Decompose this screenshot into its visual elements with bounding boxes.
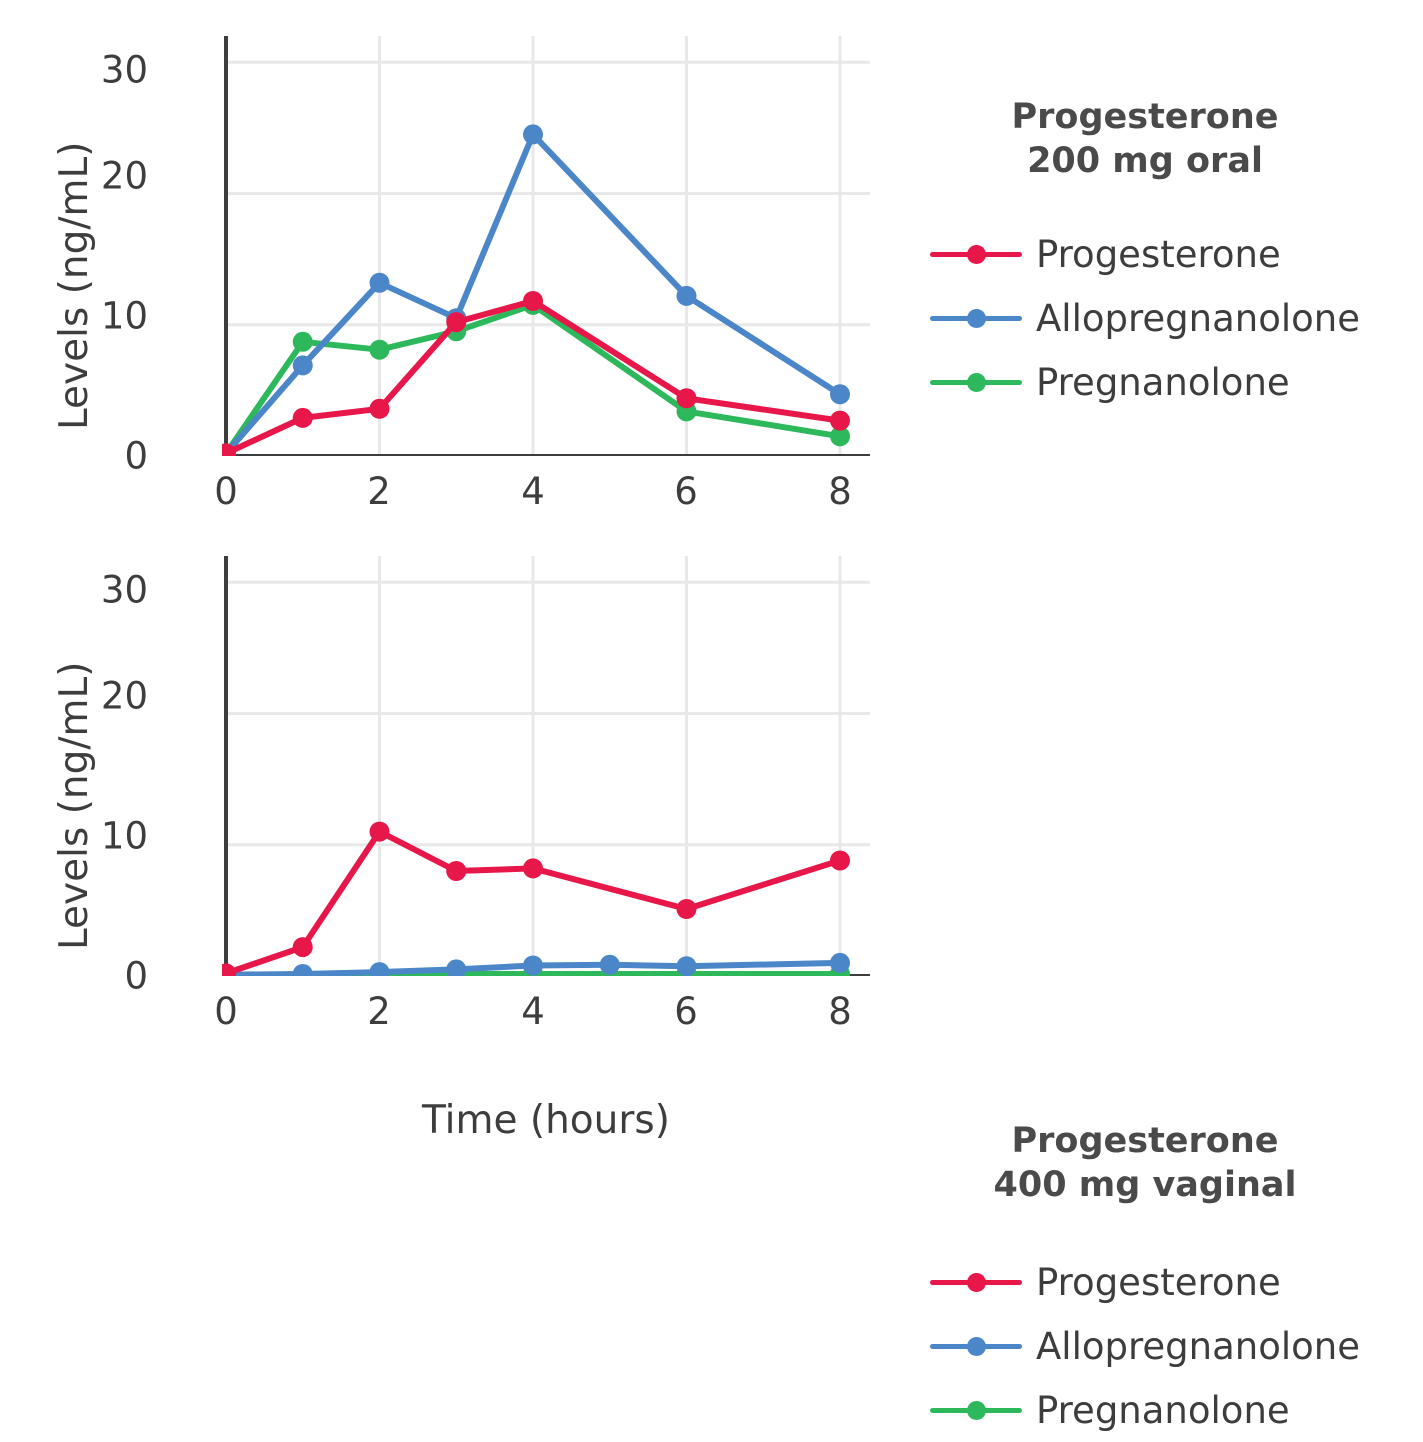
- legend-swatch-allopregnanolone-icon: [930, 303, 1022, 333]
- legend-title-vaginal: [930, 1120, 1360, 1208]
- legend-label-pregnanolone-oral: Pregnanolone: [1036, 360, 1290, 404]
- plot-canvas-oral: [222, 36, 870, 456]
- gridlines-oral: [226, 36, 870, 456]
- legend-swatch-progesterone-icon: [930, 1267, 1022, 1297]
- y-tick-bottom-0: 0: [124, 954, 148, 998]
- legend-label-pregnanolone-vaginal: Pregnanolone: [1036, 1388, 1290, 1432]
- legend-label-progesterone-vaginal: Progesterone: [1036, 1260, 1281, 1304]
- axes-oral: [226, 36, 870, 456]
- legend-title-oral-line1: Progesterone: [1011, 97, 1279, 137]
- chart-panel-oral: [0, 0, 1423, 530]
- legend-item-pregnanolone-oral: [930, 350, 1400, 414]
- y-tick-bottom-20: 20: [100, 674, 148, 718]
- x-tick-bottom-0: 0: [214, 990, 238, 1033]
- x-tick-bottom-2: 2: [367, 990, 391, 1033]
- legend-item-allopregnanolone-vaginal: [930, 1314, 1400, 1378]
- plot-svg-oral: [222, 36, 870, 456]
- plot-canvas-vaginal: [222, 556, 870, 976]
- x-tick-top-8: 8: [828, 470, 852, 513]
- x-tick-bottom-8: 8: [828, 990, 852, 1033]
- legend-swatch-allopregnanolone-icon: [930, 1331, 1022, 1361]
- legend-title-oral-line2: 200 mg oral: [1027, 140, 1263, 181]
- y-tick-top-10: 10: [100, 294, 148, 338]
- legend-label-allopregnanolone-oral: Allopregnanolone: [1036, 296, 1360, 340]
- y-tick-top-30: 30: [100, 48, 148, 92]
- legend-item-pregnanolone-vaginal: [930, 1378, 1400, 1442]
- x-tick-top-2: 2: [367, 470, 391, 513]
- legend-label-progesterone-oral: Progesterone: [1036, 232, 1281, 276]
- series-progesterone-oral: [222, 291, 850, 456]
- x-axis-label: Time (hours): [422, 1098, 670, 1143]
- plot-svg-vaginal: [222, 556, 870, 976]
- x-tick-bottom-6: 6: [674, 990, 698, 1033]
- x-tick-top-4: 4: [521, 470, 545, 513]
- y-tick-top-20: 20: [100, 154, 148, 198]
- legend-title-vaginal-line1: Progesterone: [1011, 1121, 1279, 1161]
- legend-item-progesterone-vaginal: [930, 1250, 1400, 1314]
- x-tick-top-0: 0: [214, 470, 238, 513]
- y-tick-bottom-10: 10: [100, 814, 148, 858]
- y-axis-label-bottom: Levels (ng/mL): [52, 661, 97, 950]
- legend-swatch-pregnanolone-icon: [930, 1395, 1022, 1425]
- series-pregnanolone-oral: [222, 295, 850, 456]
- legend-vaginal: [930, 1250, 1400, 1442]
- legend-item-allopregnanolone-oral: [930, 286, 1400, 350]
- legend-title-oral: [930, 96, 1360, 184]
- x-tick-bottom-4: 4: [521, 990, 545, 1033]
- legend-swatch-pregnanolone-icon: [930, 367, 1022, 397]
- x-tick-top-6: 6: [674, 470, 698, 513]
- y-tick-bottom-30: 30: [100, 568, 148, 612]
- legend-swatch-progesterone-icon: [930, 239, 1022, 269]
- y-axis-label-top: Levels (ng/mL): [52, 141, 97, 430]
- legend-oral: [930, 222, 1400, 414]
- legend-item-progesterone-oral: [930, 222, 1400, 286]
- legend-title-vaginal-line2: 400 mg vaginal: [993, 1164, 1297, 1205]
- y-tick-top-0: 0: [124, 434, 148, 478]
- legend-label-allopregnanolone-vaginal: Allopregnanolone: [1036, 1324, 1360, 1368]
